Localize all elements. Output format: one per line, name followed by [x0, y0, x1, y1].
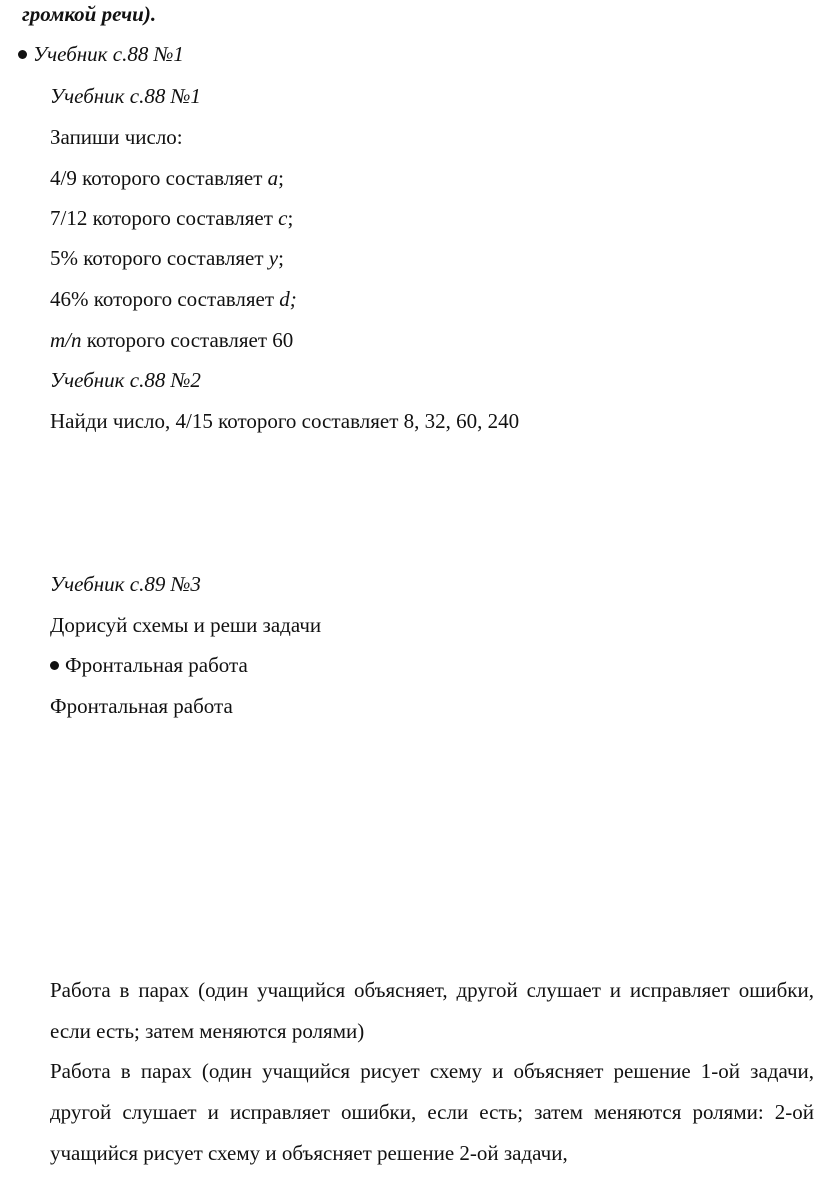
item-text: 5% которого составляет: [50, 246, 269, 270]
item-text: 46% которого составляет: [50, 287, 280, 311]
task1-item: [50, 166, 284, 191]
bullet-label: Учебник с.88 №1: [33, 42, 184, 66]
task3-title: Учебник с.89 №3: [50, 572, 201, 596]
bullet-item-textbook-88-1: [18, 42, 184, 67]
task1-item: [50, 328, 293, 353]
task1-item: [50, 287, 297, 312]
task1-item: [50, 246, 284, 271]
bullet-icon: [50, 661, 59, 670]
item-variable: y: [268, 246, 279, 270]
task2-title: Учебник с.88 №2: [50, 368, 201, 392]
task1-instruction: Запиши число:: [50, 125, 183, 149]
item-variable: d;: [279, 287, 297, 311]
task2-instruction: Найди число, 4/15 которого составляет 8, 32, 60, 240: [50, 409, 520, 433]
item-variable: a: [267, 166, 279, 190]
task1-item: [50, 206, 293, 231]
task1-title: Учебник с.88 №1: [50, 84, 201, 108]
item-text: 4/9 которого составляет: [50, 166, 268, 190]
task3-instruction: Дорисуй схемы и реши задачи: [50, 613, 322, 637]
item-variable: m/n: [50, 328, 82, 352]
pair-work-paragraph-2: Работа в парах (один учащийся рисует схему и объясняет решение 1-ой задачи, другой слушает и исправляет ошибки, если есть; затем меняются ролями: 2-ой учащийся рисует схему и объясняет решение 2-ой задачи,: [50, 1059, 814, 1165]
frontal-work-text: Фронтальная работа: [50, 694, 233, 718]
item-suffix: которого составляет 60: [81, 328, 294, 352]
item-variable: c: [278, 206, 288, 230]
pair-work-paragraph-1: Работа в парах (один учащийся объясняет, другой слушает и исправляет ошибки, если есть; затем меняются ролями): [50, 978, 814, 1043]
item-suffix: ;: [287, 206, 294, 230]
bullet-icon: [18, 50, 27, 59]
item-text: 7/12 которого составляет: [50, 206, 279, 230]
bullet-item-frontal-work: [50, 653, 248, 678]
heading-fragment: громкой речи).: [22, 2, 157, 26]
item-suffix: ;: [278, 166, 284, 190]
bullet-label: Фронтальная работа: [65, 653, 248, 677]
item-suffix: ;: [278, 246, 284, 270]
